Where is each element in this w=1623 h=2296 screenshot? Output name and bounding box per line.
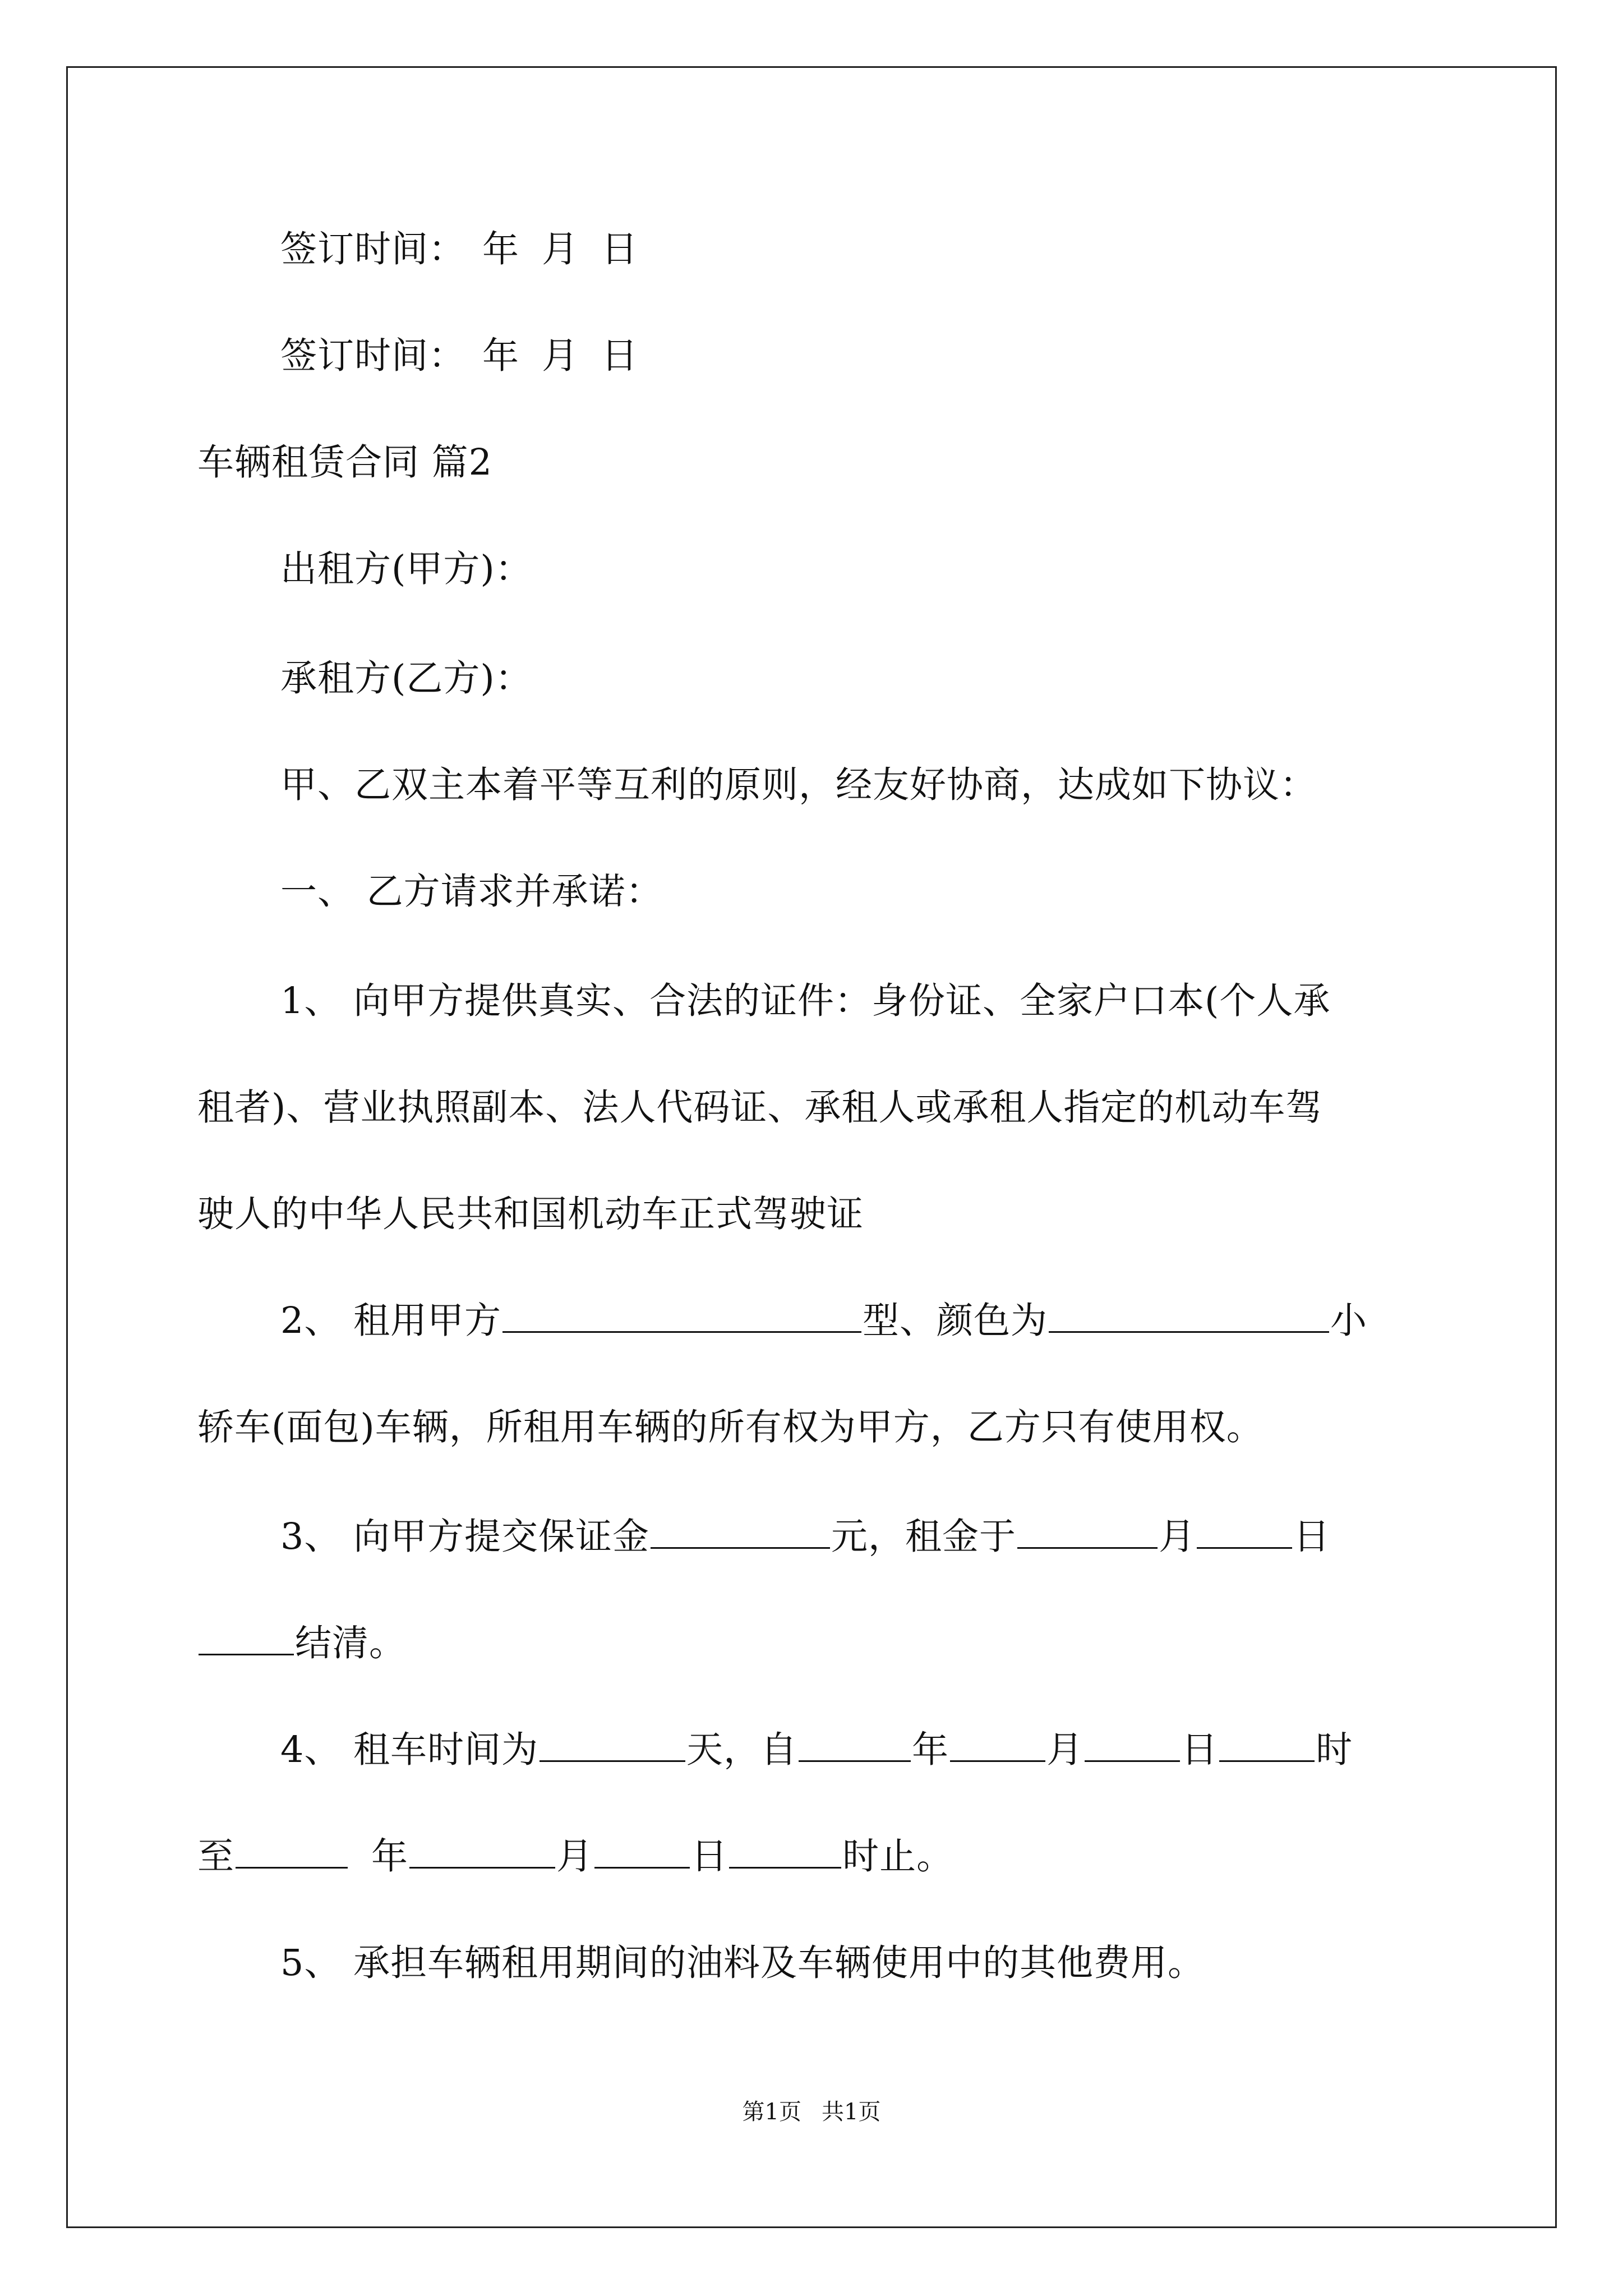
item-1-line-1: 1、 向甲方提供真实、合法的证件：身份证、全家户口本(个人承 [280, 980, 1331, 1022]
page-footer [0, 2098, 1623, 2126]
page-total: 共1页 [822, 2099, 881, 2125]
start-hour-blank [1219, 1728, 1315, 1762]
item-3-text-a: 3、 向甲方提交保证金 [280, 1516, 650, 1558]
day-label: 日 [601, 228, 639, 270]
page-border [66, 66, 1557, 2228]
item-4-text-b: 天，自 [686, 1729, 798, 1771]
item-2-text-a: 2、 租用甲方 [280, 1300, 502, 1342]
end-year-blank [236, 1834, 348, 1869]
rent-month-blank [1017, 1515, 1158, 1549]
end-hour-blank [729, 1834, 841, 1869]
sign-time-label: 签订时间： [280, 335, 466, 377]
item-4-line-2-c: 月 [556, 1835, 594, 1878]
month-label: 月 [542, 228, 579, 270]
sign-time-line-1 [280, 227, 638, 272]
clause-heading: 一、 乙方请求并承诺： [280, 871, 663, 913]
sign-time-line-2 [280, 334, 638, 379]
deposit-blank [651, 1515, 830, 1549]
item-4-text-d: 月 [1046, 1729, 1084, 1771]
page-number: 第1页 [742, 2099, 801, 2125]
item-3-line-1 [280, 1515, 1330, 1559]
start-month-blank [950, 1728, 1045, 1762]
year-label: 年 [482, 228, 520, 270]
item-4-line-2-b: 年 [371, 1835, 409, 1878]
year-label: 年 [482, 335, 520, 377]
item-2-text-b: 型、颜色为 [863, 1300, 1048, 1342]
item-1-line-2: 租者)、营业执照副本、法人代码证、承租人或承租人指定的机动车驾 [197, 1087, 1323, 1129]
item-3-line-2 [197, 1621, 406, 1666]
sign-time-label: 签订时间： [280, 228, 466, 270]
settle-blank [199, 1621, 294, 1655]
item-4-text-e: 日 [1181, 1729, 1219, 1771]
item-4-line-2 [197, 1834, 953, 1879]
color-blank [1049, 1299, 1329, 1333]
item-3-text-b: 元，租金于 [831, 1516, 1017, 1558]
item-3-text-c: 月 [1159, 1516, 1196, 1558]
model-blank [502, 1299, 861, 1333]
item-4-text-a: 4、 租车时间为 [280, 1729, 539, 1771]
item-5-line: 5、 承担车辆租用期间的油料及车辆使用中的其他费用。 [280, 1942, 1205, 1984]
end-month-blank [409, 1834, 555, 1869]
preamble-line: 甲、乙双主本着平等互利的原则，经友好协商，达成如下协议： [280, 764, 1317, 806]
item-4-line-2-e: 时止。 [842, 1835, 954, 1878]
day-label: 日 [601, 335, 639, 377]
item-2-line-2: 轿车(面包)车辆，所租用车辆的所有权为甲方，乙方只有使用权。 [197, 1406, 1264, 1448]
party-b-line: 承租方(乙方)： [280, 657, 532, 700]
item-1-line-3: 驶人的中华人民共和国机动车正式驾驶证 [197, 1193, 864, 1235]
item-4-line-1 [280, 1728, 1353, 1773]
item-3-line-2-text: 结清。 [295, 1622, 407, 1664]
item-4-text-c: 年 [912, 1729, 949, 1771]
start-year-blank [799, 1728, 911, 1762]
item-3-text-d: 日 [1293, 1516, 1331, 1558]
item-2-line-1 [280, 1299, 1367, 1343]
item-4-line-2-d: 日 [691, 1835, 728, 1878]
days-blank [540, 1728, 685, 1762]
rent-day-blank [1197, 1515, 1292, 1549]
item-4-line-2-a: 至 [197, 1835, 235, 1878]
month-label: 月 [542, 335, 579, 377]
party-a-line: 出租方(甲方)： [280, 548, 532, 590]
item-2-text-c: 小 [1330, 1300, 1368, 1342]
end-day-blank [594, 1834, 690, 1869]
item-4-text-f: 时 [1316, 1729, 1353, 1771]
start-day-blank [1085, 1728, 1180, 1762]
section-title: 车辆租赁合同 篇2 [197, 441, 493, 484]
